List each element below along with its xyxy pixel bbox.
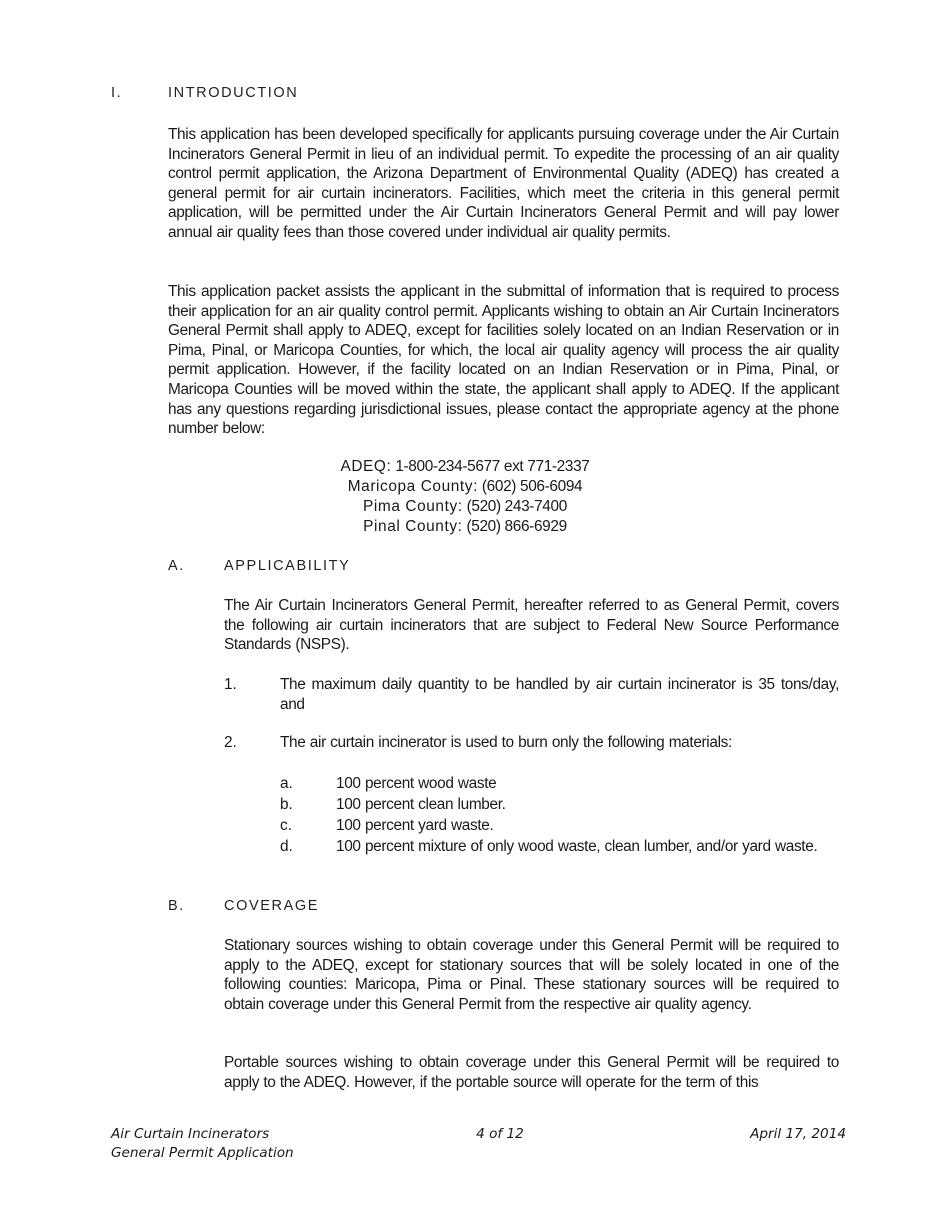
- sublist-item-text: 100 percent wood waste: [336, 775, 497, 792]
- footer-date: April 17, 2014: [750, 1126, 846, 1142]
- sublist-item-text: 100 percent clean lumber.: [336, 796, 506, 813]
- intro-paragraph-1: This application has been developed specifically for applicants pursuing coverage under the Air Curtain Incinerators General Permit in lieu of an individual permit. To expedite the processing of an air quality control permit application, the Arizona Department of Environmental Quality (ADEQ) has created a general permit for air curtain incinerators. Facilities, which meet the criteria in this general permit application, will be permitted under the Air Curtain Incinerators General Permit and will pay lower annual air quality fees than those covered under individual air quality permits.: [168, 126, 839, 241]
- subsection-title: APPLICABILITY: [224, 558, 351, 574]
- applicability-paragraph: The Air Curtain Incinerators General Permit, hereafter referred to as General Permit, covers the following air curtain incinerators that are subject to Federal New Source Performance Standards (NSPS).: [224, 597, 839, 654]
- sublist-item-text: 100 percent mixture of only wood waste, clean lumber, and/or yard waste.: [336, 838, 818, 855]
- coverage-paragraph-1: Stationary sources wishing to obtain coverage under this General Permit will be required to apply to the ADEQ, except for stationary sources that will be solely located in one of the following counties: Maricopa, Pima or Pinal. These stationary sources will be required to obtain coverage under this General Permit from the respective air quality agency.: [224, 937, 839, 1013]
- contact-phone: 1-800-234-5677 ext 771-2337: [395, 458, 590, 475]
- contact-maricopa: [300, 477, 630, 497]
- contact-pima: [300, 497, 630, 517]
- subsection-letter: B.: [168, 898, 185, 914]
- contact-adeq: [300, 457, 630, 477]
- section-title: INTRODUCTION: [168, 85, 299, 101]
- list-item-text: The maximum daily quantity to be handled by air curtain incinerator is 35 tons/day, and: [280, 676, 839, 713]
- coverage-paragraph-2: Portable sources wishing to obtain coverage under this General Permit will be required to apply to the ADEQ. However, if the portable source will operate for the term of this: [224, 1054, 839, 1091]
- sublist-item-text: 100 percent yard waste.: [336, 817, 494, 834]
- sublist-letter: c.: [280, 817, 292, 834]
- section-number: I.: [111, 85, 123, 101]
- contact-label: Maricopa County:: [347, 478, 478, 495]
- contact-label: Pinal County:: [363, 518, 463, 535]
- sublist-letter: b.: [280, 796, 293, 813]
- list-item-text: The air curtain incinerator is used to burn only the following materials:: [280, 734, 732, 751]
- contact-phone: (520) 866-6929: [466, 518, 567, 535]
- contact-label: ADEQ:: [340, 458, 392, 475]
- footer-title-line-1: Air Curtain Incinerators: [111, 1126, 270, 1142]
- subsection-title: COVERAGE: [224, 898, 319, 914]
- contact-label: Pima County:: [363, 498, 463, 515]
- footer-page-number: 4 of 12: [476, 1126, 524, 1142]
- contact-pinal: [300, 517, 630, 537]
- sublist-letter: a.: [280, 775, 293, 792]
- subsection-letter: A.: [168, 558, 185, 574]
- list-number: 1.: [224, 676, 237, 693]
- footer-document-title: [111, 1125, 294, 1163]
- contact-phone: (602) 506-6094: [481, 478, 583, 495]
- intro-paragraph-2: This application packet assists the applicant in the submittal of information that is required to process their application for an air quality control permit. Applicants wishing to obtain an Air Curtain Incinerators General Permit shall apply to ADEQ, except for facilities solely located on an Indian Reservation or in Pima, Pinal, or Maricopa Counties, for which, the local air quality agency will process the air quality permit application. However, if the facility located on an Indian Reservation or in Pima, Pinal, or Maricopa Counties will be moved within the state, the applicant shall apply to ADEQ. If the applicant has any questions regarding jurisdictional issues, please contact the appropriate agency at the phone number below:: [168, 283, 839, 438]
- contact-phone: (520) 243-7400: [466, 498, 567, 515]
- footer-title-line-2: General Permit Application: [111, 1145, 294, 1161]
- contact-list: [300, 457, 630, 537]
- list-number: 2.: [224, 734, 237, 751]
- sublist-letter: d.: [280, 838, 293, 855]
